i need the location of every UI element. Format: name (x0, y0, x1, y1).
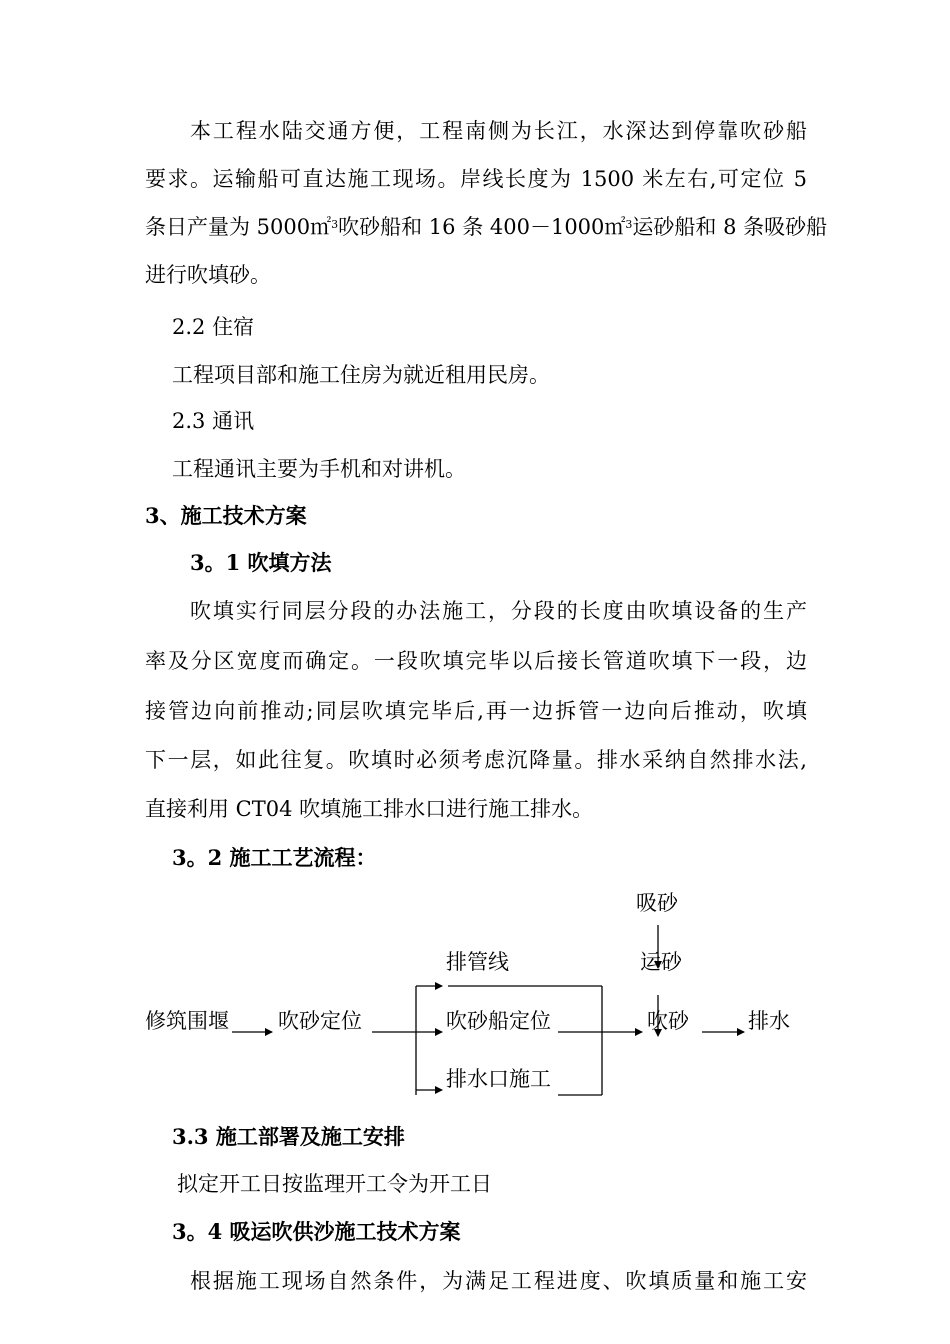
para1-line3-c: 运砂船和 8 条吸砂船 (632, 215, 828, 239)
flow-step-blow-sand: 吹砂 (647, 1009, 689, 1033)
flow-step-build-cofferdam: 修筑围堰 (145, 1009, 229, 1033)
section-3-2-title: 3。2 施工工艺流程： (172, 845, 377, 870)
para31-line3: 接管边向前推动;同层吹填完毕后,再一边拆管一边向后推动，吹填 (145, 699, 807, 723)
section-2-2-title: 2.2 住宿 (172, 315, 255, 339)
flow-step-position: 吹砂定位 (278, 1009, 362, 1033)
section-3-4-text: 根据施工现场自然条件，为满足工程进度、吹填质量和施工安 (190, 1269, 807, 1293)
para1-line2: 要求。运输船可直达施工现场。岸线长度为 1500 米左右,可定位 5 (145, 167, 807, 191)
para31-line4: 下一层，如此往复。吹填时必须考虑沉降量。排水采纳自然排水法, (145, 748, 807, 772)
para1-line1: 本工程水陆交通方便，工程南侧为长江，水深达到停靠吹砂船 (190, 119, 807, 143)
flow-branch-ship-position: 吹砂船定位 (446, 1009, 551, 1033)
flow-upper-transport: 运砂 (640, 950, 682, 974)
section-3-4-title: 3。4 吸运吹供沙施工技术方案 (172, 1219, 461, 1244)
section-3-3-title: 3.3 施工部署及施工安排 (172, 1124, 405, 1149)
para1-line3-a: 条日产量为 5000㎡ (145, 215, 332, 239)
section-3-title: 3、施工技术方案 (145, 503, 307, 528)
para1-line4: 进行吹填砂。 (145, 263, 271, 287)
para31-line5: 直接利用 CT04 吹填施工排水口进行施工排水。 (145, 797, 594, 821)
section-3-3-text: 拟定开工日按监理开工令为开工日 (177, 1172, 492, 1196)
flow-branch-outlet: 排水口施工 (446, 1067, 551, 1091)
superscript: 3 (331, 218, 339, 231)
section-3-1-title: 3。1 吹填方法 (190, 550, 332, 575)
para31-line2: 率及分区宽度而确定。一段吹填完毕以后接长管道吹填下一段，边 (145, 649, 807, 673)
flow-upper-suction: 吸砂 (636, 891, 678, 915)
para31-line1: 吹填实行同层分段的办法施工，分段的长度由吹填设备的生产 (190, 599, 807, 623)
superscript: 3 (625, 218, 633, 231)
section-2-2-text: 工程项目部和施工住房为就近租用民房。 (172, 363, 550, 387)
para1-line3-b: 吹砂船和 16 条 400－1000㎡ (338, 215, 626, 239)
flow-branch-pipeline: 排管线 (446, 950, 509, 974)
flow-step-drain: 排水 (748, 1009, 790, 1033)
section-2-3-text: 工程通讯主要为手机和对讲机。 (172, 457, 466, 481)
section-2-3-title: 2.3 通讯 (172, 409, 255, 433)
